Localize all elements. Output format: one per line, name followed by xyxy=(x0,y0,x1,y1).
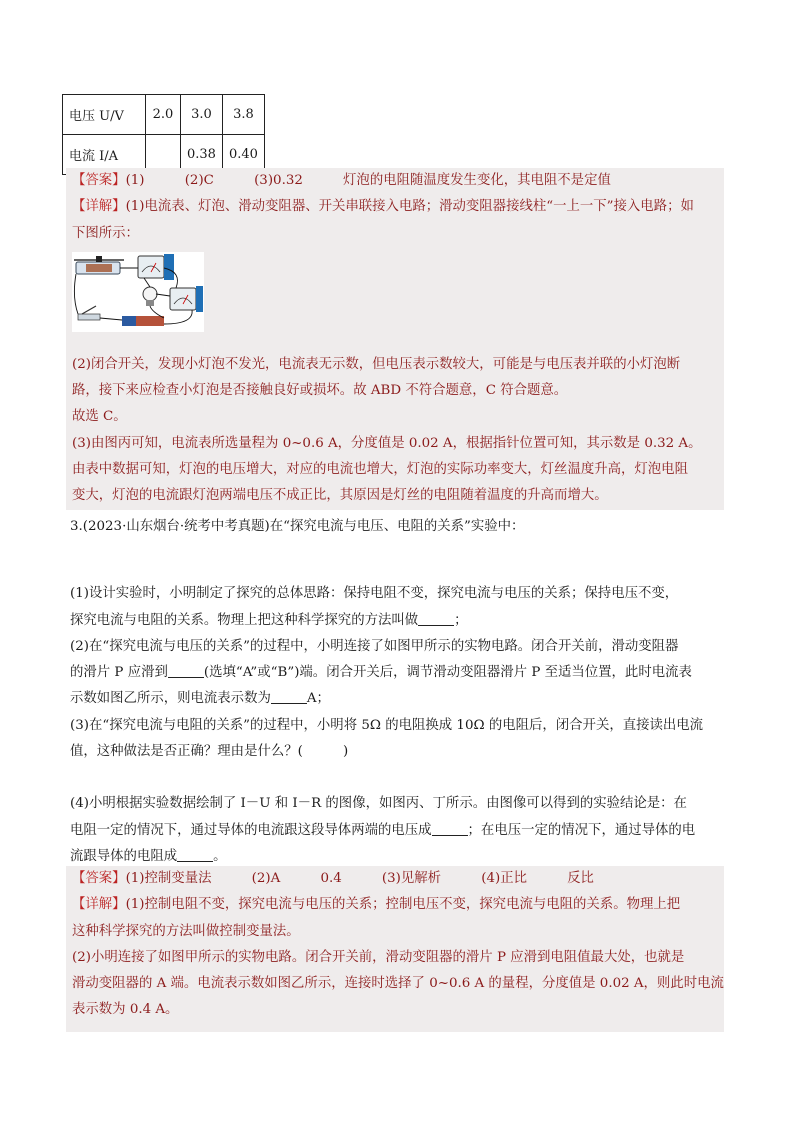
question-title: 3.(2023·山东烟台·统考中考真题)在“探究电流与电压、电阻的关系”实验中： xyxy=(70,519,525,534)
answer-line: (2)闭合开关，发现小灯泡不发光，电流表无示数，但电压表示数较大，可能是与电压表并联的小灯泡断 xyxy=(72,356,681,372)
question-line: (3)在“探究电流与电阻的关系”的过程中，小明将 5Ω 的电阻换成 10Ω 的电阻后，闭合开关，直接读出电流 xyxy=(70,717,704,733)
table-cell: 3.0 xyxy=(181,95,223,135)
question-line xyxy=(70,818,730,844)
answer-line: 下图所示： xyxy=(72,225,139,241)
circuit-diagram-image xyxy=(72,252,204,332)
answer-line: 这种科学探究的方法叫做控制变量法。 xyxy=(72,923,300,939)
answer-line xyxy=(66,168,724,194)
answer-blank xyxy=(271,689,307,704)
answer-text: (1)控制变量法 (2)A 0.4 (3)见解析 (4)正比 反比 xyxy=(125,871,594,886)
answer-line: 变大，灯泡的电流跟灯泡两端电压不成正比，其原因是灯丝的电阻随着温度的升高而增大。 xyxy=(72,488,608,504)
answer-blank xyxy=(168,663,204,678)
answer-block-q3 xyxy=(66,866,724,1032)
answer-tag: 【答案】 xyxy=(72,173,126,188)
answer-line: 滑动变阻器的 A 端。电流表示数如图乙所示，连接时选择了 0~0.6 A 的量程，分度值是 0.02 A，则此时电流 xyxy=(72,976,724,992)
table-header-current: 电流 I/A xyxy=(63,135,146,175)
question-line xyxy=(70,608,730,634)
question-text: (选填“A”或“B”)端。闭合开关后，调节滑动变阻器滑片 P 至适当位置，此时电流表 xyxy=(203,665,692,681)
answer-line: (2)小明连接了如图甲所示的实物电路。闭合开关前，滑动变阻器的滑片 P 应滑到电阻值最大处，也就是 xyxy=(72,949,685,965)
question-text: ；在电压一定的情况下，通过导体的电 xyxy=(467,822,696,838)
table-row xyxy=(63,95,265,135)
answer-text: (1) (2)C (3)0.32 灯泡的电阻随温度发生变化，其电阻不是定值 xyxy=(125,173,611,188)
data-table xyxy=(62,94,265,175)
answer-block-q2 xyxy=(66,168,724,510)
question-line xyxy=(70,660,730,686)
question-text: 电阻一定的情况下，通过导体的电流跟这段导体两端的电压成 xyxy=(70,822,432,838)
question-text: 探究电流与电阻的关系。物理上把这种科学探究的方法叫做 xyxy=(70,612,419,628)
table-cell: 2.0 xyxy=(146,95,181,135)
question-line: (4)小明根据实验数据绘制了 I－U 和 I－R 的图像，如图丙、丁所示。由图像可以得到的实验结论是：在 xyxy=(70,796,687,812)
answer-line xyxy=(66,194,724,220)
explain-tag: 【详解】 xyxy=(72,897,126,913)
question-text: 的滑片 P 应滑到 xyxy=(70,665,168,681)
answer-tag: 【答案】 xyxy=(72,871,126,886)
answer-blank xyxy=(432,821,468,836)
question-line xyxy=(70,686,730,712)
question-text: 示数如图乙所示，则电流表示数为 xyxy=(70,691,271,707)
spacer xyxy=(70,540,730,581)
spacer xyxy=(70,765,730,791)
answer-line xyxy=(66,892,724,918)
answer-blank xyxy=(177,847,213,862)
answer-line: (3)由图丙可知，电流表所选量程为 0~0.6 A，分度值是 0.02 A，根据指针位置可知，其示数是 0.32 A。 xyxy=(72,435,702,451)
answer-blank xyxy=(418,611,454,626)
question-text: 流跟导体的电阻成 xyxy=(70,848,178,864)
question-3 xyxy=(70,514,730,870)
question-line: (2)在“探究电流与电压的关系”的过程中，小明连接了如图甲所示的实物电路。闭合开关前，滑动变阻器 xyxy=(70,638,679,654)
question-text: ； xyxy=(454,612,468,628)
answer-line: 由表中数据可知，灯泡的电压增大，对应的电流也增大，灯泡的实际功率变大，灯丝温度升高，灯泡电阻 xyxy=(72,462,688,478)
answer-line xyxy=(66,866,724,892)
answer-line: 表示数为 0.4 A。 xyxy=(72,1002,179,1018)
table-cell: 3.8 xyxy=(222,95,264,135)
question-line: (1)设计实验时，小明制定了探究的总体思路：保持电阻不变，探究电流与电压的关系；保持电压不变， xyxy=(70,586,679,602)
question-text: A； xyxy=(306,691,330,707)
table-cell: 0.40 xyxy=(222,135,264,175)
answer-line: 故选 C。 xyxy=(72,409,127,425)
answer-text: (1)控制电阻不变，探究电流与电压的关系；控制电压不变，探究电流与电阻的关系。物理上把 xyxy=(125,897,681,913)
explain-tag: 【详解】 xyxy=(72,199,126,215)
answer-line: 路，接下来应检查小灯泡是否接触良好或损坏。故 ABD 不符合题意，C 符合题意。 xyxy=(72,383,568,399)
table-cell: 0.38 xyxy=(181,135,223,175)
question-line: 值，这种做法是否正确？理由是什么？( ) xyxy=(70,744,349,760)
answer-text: (1)电流表、灯泡、滑动变阻器、开关串联接入电路；滑动变阻器接线柱“一上一下”接入电路；如 xyxy=(125,199,694,215)
question-text: 。 xyxy=(213,848,227,864)
table-header-voltage: 电压 U/V xyxy=(63,95,146,135)
